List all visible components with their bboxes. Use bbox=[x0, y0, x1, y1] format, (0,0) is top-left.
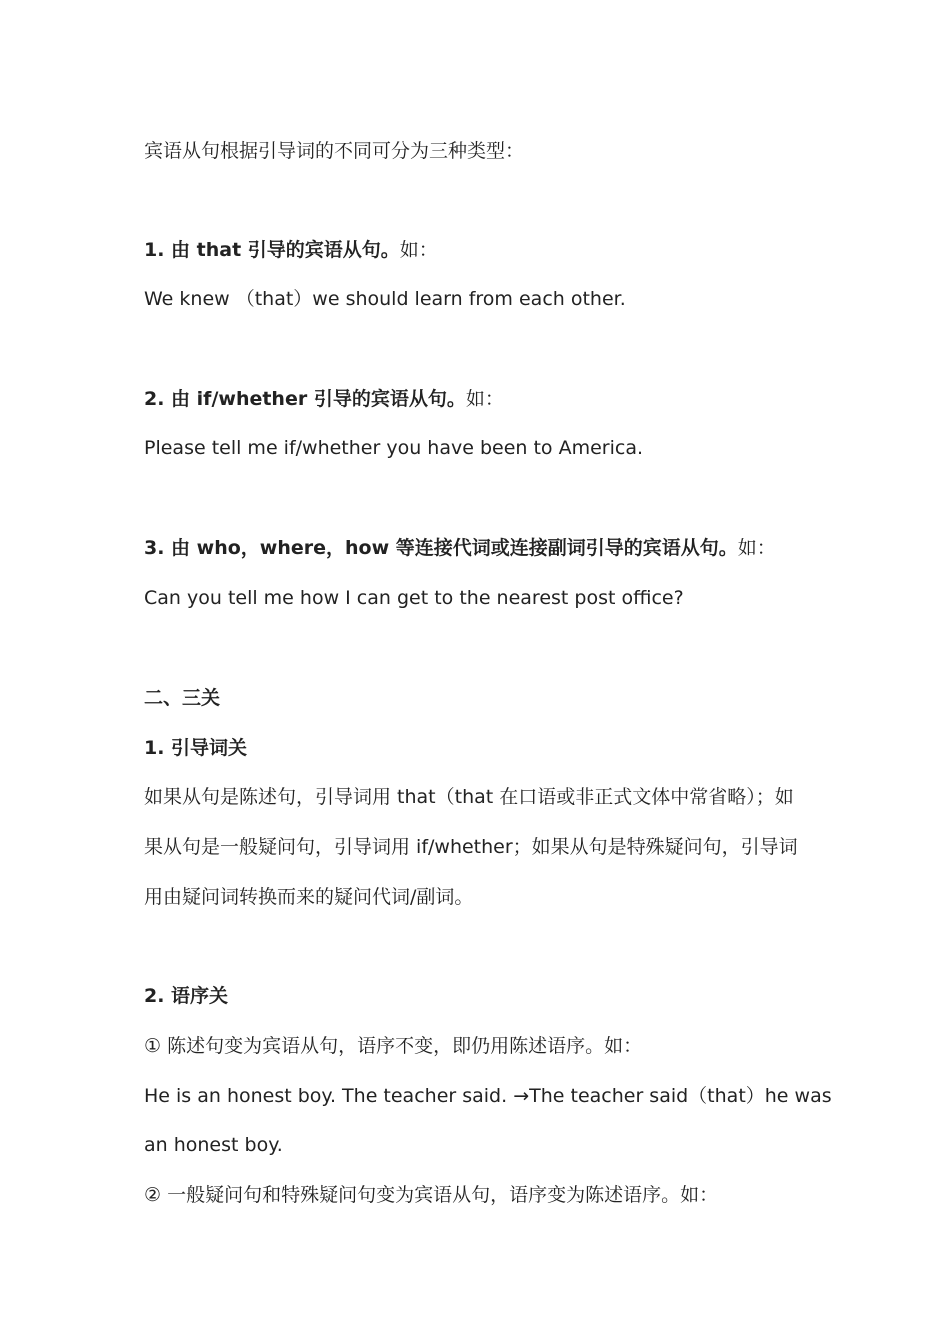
type1-line bbox=[144, 237, 814, 263]
type2-suffix: 如： bbox=[465, 388, 504, 410]
type2-heading: 2. 由 if/whether 引导的宾语从句。 bbox=[144, 388, 466, 410]
type1-heading: 1. 由 that 引导的宾语从句。 bbox=[144, 239, 400, 261]
type1-suffix: 如： bbox=[399, 239, 438, 261]
type3-example: Can you tell me how I can get to the nearest post office? bbox=[144, 587, 684, 609]
type2-example: Please tell me if/whether you have been to America. bbox=[144, 437, 644, 459]
sub1-heading: 1. 引导词关 bbox=[144, 737, 248, 759]
sub1-paragraph-line-2: 果从句是一般疑问句，引导词用 if/whether；如果从句是特殊疑问句，引导词 bbox=[144, 836, 798, 858]
type3-line bbox=[144, 535, 814, 561]
sub2-rule-1: ① 陈述句变为宾语从句，语序不变，即仍用陈述语序。如： bbox=[144, 1035, 643, 1057]
sub2-rule-2: ② 一般疑问句和特殊疑问句变为宾语从句，语序变为陈述语序。如： bbox=[144, 1184, 719, 1206]
intro-text: 宾语从句根据引导词的不同可分为三种类型： bbox=[144, 140, 525, 162]
type2-line bbox=[144, 386, 814, 412]
sub1-paragraph-line-3: 用由疑问词转换而来的疑问代词/副词。 bbox=[144, 886, 474, 908]
sub1-paragraph-line-1: 如果从句是陈述句，引导词用 that（that 在口语或非正式文体中常省略）；如 bbox=[144, 786, 794, 808]
section2-title: 二、三关 bbox=[144, 687, 221, 709]
sub2-example-line-1: He is an honest boy. The teacher said. →The teacher said（that）he was bbox=[144, 1085, 832, 1107]
sub2-heading: 2. 语序关 bbox=[144, 985, 229, 1007]
type3-suffix: 如： bbox=[737, 537, 776, 559]
type3-heading: 3. 由 who，where，how 等连接代词或连接副词引导的宾语从句。 bbox=[144, 537, 738, 559]
sub2-example-line-2: an honest boy. bbox=[144, 1134, 283, 1156]
type1-example: We knew （that）we should learn from each other. bbox=[144, 288, 626, 310]
